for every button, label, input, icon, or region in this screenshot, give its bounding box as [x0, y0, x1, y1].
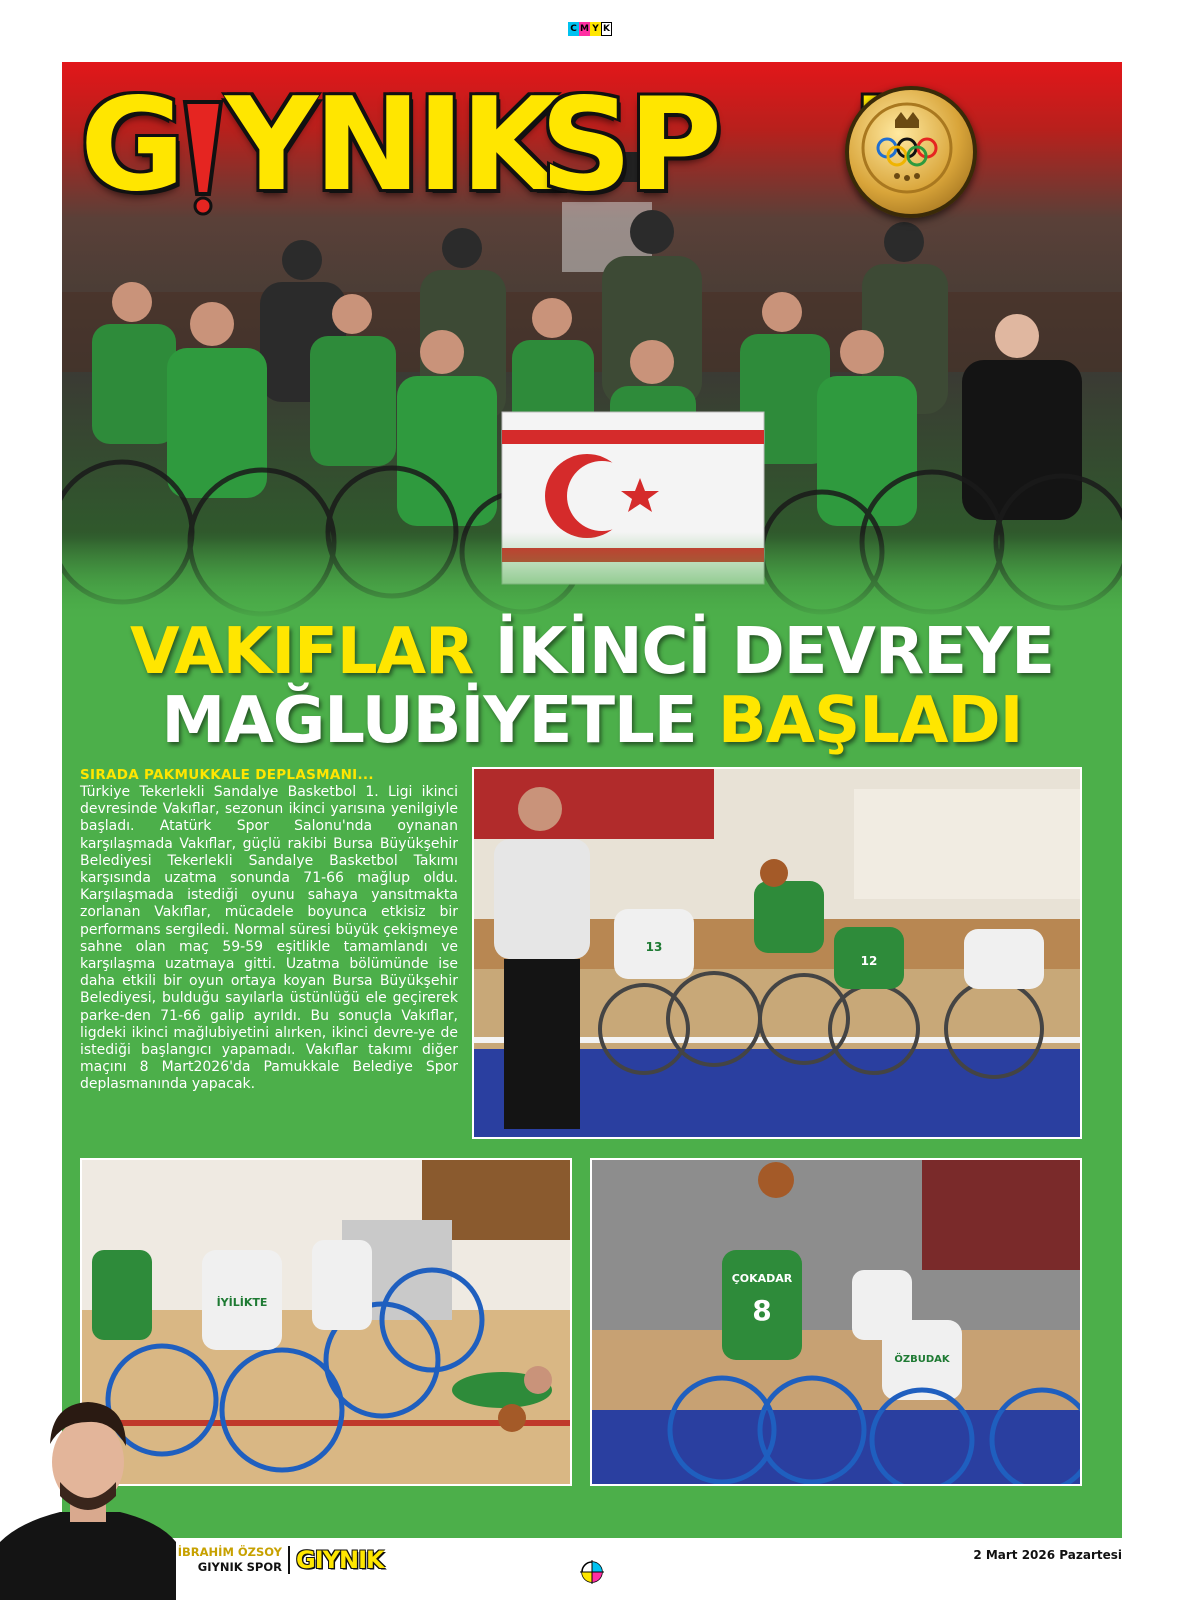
headline-part-1: İKİNCİ DEVREYE [494, 615, 1054, 689]
footer-divider [288, 1546, 290, 1574]
author-credit [162, 1545, 282, 1575]
author-section: GIYNIK SPOR [197, 1560, 282, 1574]
masthead-left-word [80, 71, 556, 220]
masthead [62, 62, 1122, 252]
footer-logo: GIYNIK [296, 1546, 384, 1574]
jersey-number-8: 8 [752, 1294, 772, 1327]
article [80, 767, 458, 1094]
masthead-sp: SP [540, 71, 718, 220]
author-name: İBRAHİM ÖZSOY [177, 1545, 282, 1559]
jersey-slogan: İYİLİKTE [216, 1296, 268, 1309]
jersey-name-ozbudak: ÖZBUDAK [894, 1354, 950, 1365]
exclamation-icon [181, 100, 225, 210]
headline [62, 615, 1122, 759]
masthead-g: G [80, 71, 182, 220]
page-panel [62, 62, 1122, 1538]
match-photo-1 [472, 767, 1082, 1139]
masthead-ynik: YNIK [225, 71, 556, 220]
match-photo-3 [590, 1158, 1082, 1486]
cmyk-m: M [580, 24, 589, 34]
article-subhead: SIRADA PAKMUKKALE DEPLASMANI... [80, 767, 374, 783]
cmyk-c: C [568, 22, 579, 36]
headline-line-1 [62, 615, 1122, 689]
headline-team: VAKIFLAR [130, 615, 474, 689]
olympic-medal-icon [845, 86, 977, 218]
cmyk-y: Y [590, 22, 601, 36]
registration-mark-icon [580, 1560, 604, 1584]
jersey-name-cokadar: ÇOKADAR [731, 1272, 793, 1285]
author-photo [0, 1392, 176, 1600]
headline-part-2: MAĞLUBİYETLE [161, 684, 697, 759]
team-photo [62, 62, 1122, 622]
cmyk-k: K [601, 22, 612, 36]
cmyk-print-marks [568, 22, 612, 36]
article-body: Türkiye Tekerlekli Sandalye Basketbol 1. Ligi ikinci devresinde Vakıflar, sezonun ikinci yarısına yenilgiyle başladı. Atatürk Spor Salonu'nda oynanan karşılaşmada Vakıflar, güçlü rakibi Bursa Büyükşehir Belediyesi Tekerlekli Sandalye Basketbol Takımı karşısında uzatma sonunda 71-66 mağlup oldu. Karşılaşmada istediği oyunu sahaya yansıtmakta zorlanan Vakıflar, mücadele boyunca etkisiz bir performans sergiledi. Normal süresi büyük çekişmeye sahne olan maç 59-59 eşitlikle tamamlandı ve karşılaşma uzatmaya gitti. Uzatma bölümünde ise daha etkili bir oyun ortaya koyan Bursa Büyükşehir Belediyesi, bulduğu sayılarla üstünlüğü ele geçirerek parke-den 71-66 galip ayrıldı. Bu sonuçla Vakıflar, ligdeki ikinci mağlubiyetini alırken, ikinci devre-ye de istediği başlangıcı yapamadı. Vakıflar takımı diğer maçını 8 Mart2026'da Pamukkale Belediye Spor deplasmanında yapacak. [80, 784, 458, 1093]
jersey-number-b: 12 [860, 954, 878, 968]
headline-part-3: BAŞLADI [717, 684, 1023, 759]
issue-date: 2 Mart 2026 Pazartesi [973, 1548, 1122, 1562]
headline-line-2 [62, 684, 1122, 759]
jersey-number-a: 13 [645, 940, 663, 954]
